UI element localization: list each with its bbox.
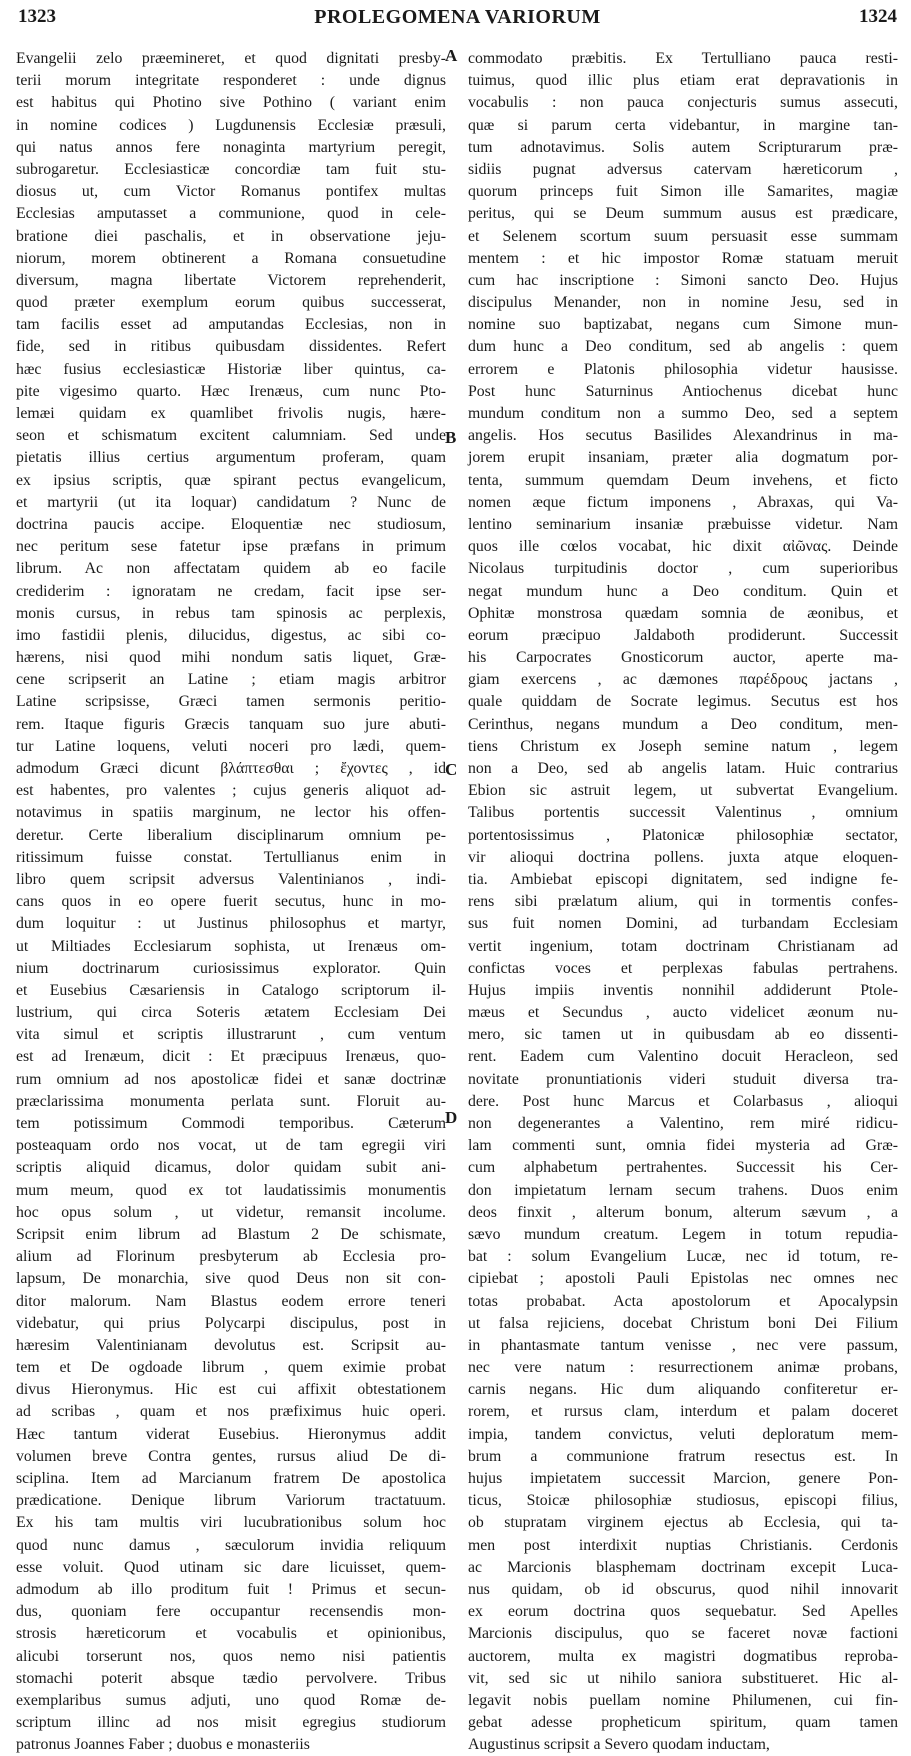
text-line: patronus Joannes Faber ; duobus e monasteriis xyxy=(16,1736,310,1754)
text-line: est habitus qui Photino sive Pothino ( variant enim xyxy=(16,94,446,112)
text-line: bat : solum Evangelium Lucæ, nec id totum, re- xyxy=(468,1248,898,1266)
text-line: rum omnium ad nos apostolicæ fidei et sanæ doctrinæ xyxy=(16,1070,446,1088)
text-line: seon et schismatum excitent calumniam. Sed unde xyxy=(16,427,446,445)
text-line: imo fastidii plenis, dilucidus, digestus, ac sibi co- xyxy=(16,626,446,644)
text-line: vertit ingenium, totam doctrinam Christianam ad xyxy=(468,937,898,955)
text-line: volumen breve Contra gentes, rursus aliud De di- xyxy=(16,1447,446,1465)
text-line: notavimus in spatiis marginum, ne lector his offen- xyxy=(16,804,446,822)
text-line: ritissimum fuisse constat. Tertullianus enim in xyxy=(16,848,446,866)
text-line: scriptis aliquid dicamus, dolor quidam subit ani- xyxy=(16,1159,446,1177)
text-line: exemplaribus sumus adjuti, uno quod Romæ de- xyxy=(16,1691,446,1709)
text-line: Scripsit enim librum ad Blastum 2 De schismate, xyxy=(16,1225,446,1243)
section-marker-a: A xyxy=(445,46,458,65)
text-line: eorum præcipuo Jaldaboth prodiderunt. Successit xyxy=(468,626,898,644)
text-line: dus, quoniam fere occupantur recensendis mon- xyxy=(16,1603,446,1621)
section-marker-b: B xyxy=(445,428,457,447)
text-line: stomachi poterit absque tædio pervolvere. Tribus xyxy=(16,1669,446,1687)
text-line: cum alphabetum pertrahentes. Successit his Cer- xyxy=(468,1159,898,1177)
text-line: admodum Græci dicunt βλάπτεσθαι ; ἔχοντες , id xyxy=(16,760,446,777)
text-line: nec peritum sese fatetur ipse præfans in primum xyxy=(16,538,446,556)
text-line: legavit nobis puellam nomine Philumenen, cui fin- xyxy=(468,1691,898,1709)
text-line: lentino seminarium insaniæ præbuisse videtur. Nam xyxy=(468,515,898,533)
text-line: tem et De ogdoade librum , quem eximie probat xyxy=(16,1359,446,1377)
text-line: Nicolaus turpitudinis doctor , cum superioribus xyxy=(468,560,898,578)
text-line: quod præter exemplum eorum quibus successerat, xyxy=(16,294,446,312)
text-line: Ophitæ monstrosa quædam somnia de æonibus, et xyxy=(468,604,898,622)
text-line: Talibus portentis successit Valentinus , omnium xyxy=(468,804,898,822)
text-line: bratione diei paschalis, et in observatione jeju- xyxy=(16,227,446,245)
text-line: don impietatum lernam secum trahens. Duos enim xyxy=(468,1181,898,1199)
text-line: ex ipsius scriptis, quæ spirant pectus evangelicum, xyxy=(16,471,446,489)
text-line: niorum, morem obtinerent a Romana consuetudine xyxy=(16,249,446,267)
text-line: mum meum, quod ex tot laudatissimis monumentis xyxy=(16,1181,446,1199)
text-line: alium ad Florinum presbyterum ab Ecclesia pro- xyxy=(16,1248,446,1266)
text-line: admodum ab illo proditum fuit ! Primus et secun- xyxy=(16,1580,446,1598)
text-line: carnis negans. Hic dum aliquando confiteretur er- xyxy=(468,1381,898,1399)
text-line: posteaquam ordo nos vocat, ut de tam egregii viri xyxy=(16,1137,446,1155)
text-line: Ebion sic astruit legem, ut subvertat Evangelium. xyxy=(468,782,898,800)
text-line: et martyrii (ut ita loquar) candidatum ? Nunc de xyxy=(16,493,446,511)
text-line: Augustinus scripsit a Severo quodam inductam, xyxy=(468,1736,770,1754)
text-line: Evangelii zelo præemineret, et quod dignitati presby- xyxy=(16,50,446,67)
text-line: lustrium, qui circa Soteris ætatem Ecclesiam Dei xyxy=(16,1004,446,1022)
text-line: rens sibi prælatum alium, qui in tormentis confes- xyxy=(468,893,898,911)
text-line: confictas voces et perplexas fabulas pertrahens. xyxy=(468,959,898,977)
text-line: nus quidam, ob id obscurus, quod nihil innovarit xyxy=(468,1580,898,1598)
text-line: Hæc tantum viderat Eusebius. Hieronymus addit xyxy=(16,1425,446,1443)
text-line: mæus et Secundus , aucto videlicet æonum nu- xyxy=(468,1004,898,1022)
text-line: quorum princeps fuit Simon ille Samarites, magiæ xyxy=(468,183,898,201)
text-line: jorem erupit insaniam, præter alia dogmatum por- xyxy=(468,449,898,467)
text-line: tem potissimum Commodi temporibus. Cæterum xyxy=(16,1115,446,1132)
text-line: vir alioqui doctrina pollens. juxta atque eloquen- xyxy=(468,848,898,866)
text-line: quæ si parum certa videbantur, in margine tan- xyxy=(468,116,898,134)
text-line: scriptum illinc ad nos misit egregius studiorum xyxy=(16,1714,446,1732)
text-line: men post interdixit nuptias Christianis. Cerdonis xyxy=(468,1536,898,1554)
text-line: qui natus annos fere nonaginta martyrium peregit, xyxy=(16,138,446,156)
text-line: negat mundum hunc a Deo conditum. Quin et xyxy=(468,582,898,600)
section-marker-d: D xyxy=(445,1108,458,1127)
text-line: doctrina paucis accipe. Eloquentiæ nec studiosum, xyxy=(16,515,446,533)
text-line: hæresim Valentinianam devolutus est. Scripsit au- xyxy=(16,1336,446,1354)
text-line: cene scripserit an Latine ; etiam magis arbitror xyxy=(16,671,446,689)
text-line: sævo mundum creatum. Legem in totum repudia- xyxy=(468,1225,898,1243)
text-line: peritus, qui se Deum summum ausus est prædicare, xyxy=(468,205,898,223)
text-line: ex eorum doctrina quos sequebatur. Sed Apelles xyxy=(468,1603,898,1621)
text-line: divus Hieronymus. Hic est cui affixit obtestationem xyxy=(16,1381,446,1399)
text-line: vita simul et scriptis illustrarunt , cum ventum xyxy=(16,1026,446,1044)
text-line: auctorem, multa ex magistri dogmatibus reproba- xyxy=(468,1647,898,1665)
text-line: angelis. Hos secutus Basilides Alexandrinus in ma- xyxy=(468,427,898,445)
text-line: novitate pronuntiationis videri studuit diversa tra- xyxy=(468,1070,898,1088)
text-line: in nomine codices ) Lugdunensis Ecclesiæ præsuli, xyxy=(16,116,446,134)
text-line: lemæi quidam ex quamlibet frivolis nugis, hære- xyxy=(16,405,446,422)
text-line: commodato præbitis. Ex Tertulliano pauca resti- xyxy=(468,50,898,67)
text-line: ad scribas , quam et nos præfiximus huic operi. xyxy=(16,1403,446,1421)
text-line: totas probabat. Acta apostolorum et Apocalypsin xyxy=(468,1292,898,1310)
text-line: impia, tandem convictus, veluti deploratum mem- xyxy=(468,1425,898,1443)
text-line: ut falsa rejiciens, docebat Christum boni Dei Filium xyxy=(468,1314,898,1332)
text-line: fide, sed in ritibus quibusdam dissidentes. Refert xyxy=(16,338,446,356)
text-line: cum hac inscriptione : Simoni sancto Deo. Hujus xyxy=(468,271,898,289)
text-line: ticus, Stoicæ philosophiæ studiosus, episcopi filius, xyxy=(468,1492,898,1510)
text-line: Post hunc Saturninus Antiochenus dicebat hunc xyxy=(468,382,898,400)
page-header xyxy=(18,6,897,36)
text-line: nec vere natum : resurrectionem animæ probans, xyxy=(468,1359,898,1377)
text-line: et Selenem scortum suum persuasit esse summam xyxy=(468,227,898,245)
text-line: lapsum, De monarchia, sive quod Deus non sit con- xyxy=(16,1270,446,1288)
running-head: PROLEGOMENA VARIORUM xyxy=(314,6,601,28)
text-line: quale quiddam de Socrate legimus. Secutus est hos xyxy=(468,693,898,711)
text-line: dum hunc a Deo conditum, sed ab angelis : quem xyxy=(468,338,898,356)
text-line: hoc opus solum , ut videtur, remansit incolume. xyxy=(16,1203,446,1221)
text-line: est habentes, pro valentes ; cujus generis aliquot ad- xyxy=(16,782,446,800)
text-line: diosus ut, cum Victor Romanus pontifex multas xyxy=(16,183,446,201)
text-line: Hujus impiis inventis nonnihil addiderunt Ptole- xyxy=(468,981,898,999)
text-line: Ecclesias amputasset a communione, quod in cele- xyxy=(16,205,446,223)
text-line: monis cursus, in rebus tam spinosis ac perplexis, xyxy=(16,604,446,622)
text-line: Ex his tam multis viri lucubrationibus solum hoc xyxy=(16,1514,446,1532)
text-line: videbatur, qui prius Polycarpi discipulus, post in xyxy=(16,1314,446,1332)
text-line: lam commenti sunt, omnia fidei mysteria ad Græ- xyxy=(468,1137,898,1155)
text-line: sus fuit nomen Domini, ad turbandam Ecclesiam xyxy=(468,915,898,933)
text-line: tam facilis esset ad amputandas Ecclesias, non in xyxy=(16,316,446,334)
text-line: his Carpocrates Gnosticorum auctor, aperte ma- xyxy=(468,649,898,667)
right-column xyxy=(468,48,898,1754)
text-line: nium doctrinarum curiosissimus explorator. Quin xyxy=(16,959,446,977)
text-line: in phantasmate tantum venisse , nec vere passum, xyxy=(468,1336,898,1354)
text-line: hærens, nisi quod mihi nondum satis liquet, Græ- xyxy=(16,649,446,667)
text-line: Latine scripsisse, Græci tamen sermonis peritio- xyxy=(16,693,446,711)
text-line: sciplina. Item ad Marcianum fratrem De apostolica xyxy=(16,1470,446,1487)
text-line: tuimus, quod illic plus etiam erat depravationis in xyxy=(468,72,898,90)
text-line: pite vigesimo quarto. Hæc Irenæus, cum nunc Pto- xyxy=(16,382,446,400)
text-line: tenta, summum quemdam Deum invehens, et ficto xyxy=(468,471,898,489)
text-line: rorem, et rursus clam, interdum et palam doceret xyxy=(468,1403,898,1421)
text-line: hæc fusius ecclesiasticæ Historiæ liber quintus, ca- xyxy=(16,360,446,378)
text-line: ditor malorum. Nam Blastus eodem errore teneri xyxy=(16,1292,446,1310)
text-line: non a Deo, sed ab angelis latam. Huic contrarius xyxy=(468,760,898,777)
text-line: præclarissima monumenta perlata sunt. Floruit au- xyxy=(16,1092,446,1110)
text-line: gebat adesse propheticum spiritum, quam tamen xyxy=(468,1714,898,1732)
text-line: crediderim : ignoratam ne credam, facit ipse ser- xyxy=(16,582,446,600)
text-line: brum a communione fratrum resectus est. In xyxy=(468,1447,898,1465)
text-line: discipulus Menander, non in nomine Jesu, sed in xyxy=(468,294,898,312)
text-line: tia. Ambiebat episcopi dignitatem, sed indigne fe- xyxy=(468,870,898,888)
text-line: hujus impietatem successit Marcion, genere Pon- xyxy=(468,1470,898,1487)
text-line: Marcionis discipulus, quo se faceret novæ factioni xyxy=(468,1625,898,1643)
text-line: libro quem scripsit adversus Valentinianos , indi- xyxy=(16,870,446,888)
text-line: vit, sed sic ut nihilo saniora substitueret. Hic al- xyxy=(468,1669,898,1687)
text-line: alicubi torserunt nos, quos nemo nisi patientis xyxy=(16,1647,446,1665)
page-number-left: 1323 xyxy=(18,6,56,27)
text-line: ac Marcionis blasphemam doctrinam excepit Luca- xyxy=(468,1558,898,1576)
text-line: dum loquitur : ut Justinus philosophus et martyr, xyxy=(16,915,446,933)
text-line: ut Miltiades Ecclesiarum sophista, ut Irenæus om- xyxy=(16,937,446,955)
text-line: est ad Irenæum, dicit : Et præcipuus Irenæus, quo- xyxy=(16,1048,446,1066)
text-line: errorem e Platonis philosophia videtur hausisse. xyxy=(468,360,898,378)
text-line: dere. Post hunc Marcus et Colarbasus , alioqui xyxy=(468,1092,898,1110)
text-line: rent. Eadem cum Valentino docuit Heracleon, sed xyxy=(468,1048,898,1066)
text-line: Cerinthus, negans mundum a Deo conditum, men- xyxy=(468,715,898,733)
text-line: vocabulis : non pauca conjecturis sumus assecuti, xyxy=(468,94,898,112)
left-column xyxy=(16,48,446,1754)
text-line: esse voluit. Quod utinam sic dare licuisset, quem- xyxy=(16,1558,446,1576)
text-line: prædicatione. Denique librum Variorum tractatuum. xyxy=(16,1492,446,1510)
text-line: quos ille cœlos vocabat, hic dixit αἰῶνας. Deinde xyxy=(468,538,898,556)
section-marker-c: C xyxy=(445,760,458,779)
text-line: mundum conditum non a summo Deo, sed a septem xyxy=(468,405,898,422)
text-line: sidiis pugnat adversus catervam hæreticorum , xyxy=(468,160,898,178)
text-line: pietatis illius certius argumentum proferam, quam xyxy=(16,449,446,467)
text-line: strosis hæreticorum et vocabulis et opinionibus, xyxy=(16,1625,446,1643)
text-line: nomine suo baptizabat, negans cum Simone mun- xyxy=(468,316,898,334)
text-line: tiens Christum ex Joseph semine natum , legem xyxy=(468,737,898,755)
text-line: mero, sic tamen ut in quibusdam ab eo dissenti- xyxy=(468,1026,898,1044)
text-line: deos finxit , alterum bonum, alterum sævum , a xyxy=(468,1203,898,1221)
page-number-right: 1324 xyxy=(859,6,897,27)
text-line: cans quos in eo opere fuerit secutus, hunc in mo- xyxy=(16,893,446,911)
text-line: non degenerantes a Valentino, rem miré ridicu- xyxy=(468,1115,898,1132)
text-line: quod nunc damus , sæculorum invidia reliquum xyxy=(16,1536,446,1554)
text-line: subrogaretur. Ecclesiasticæ concordiæ tam fuit stu- xyxy=(16,160,446,178)
text-line: et Eusebius Cæsariensis in Catalogo scriptorum il- xyxy=(16,981,446,999)
text-line: mentem : et hic impostor Romæ statuam meruit xyxy=(468,249,898,267)
text-line: rem. Itaque figuris Græcis tanquam suo jure abuti- xyxy=(16,715,446,733)
text-line: diversum, magna libertate Victorem reprehenderit, xyxy=(16,271,446,289)
text-line: nomen æque fictum imponens , Abraxas, qui Va- xyxy=(468,493,898,511)
text-line: deretur. Certe liberalium disciplinarum omnium pe- xyxy=(16,826,446,844)
text-line: tur Latine loquens, veluti noceri pro lædi, quem- xyxy=(16,737,446,755)
text-line: ob stupratam virginem ejectus ab Ecclesia, qui ta- xyxy=(468,1514,898,1532)
text-line: librum. Ac non affectatam quidem ab eo facile xyxy=(16,560,446,578)
text-line: tum adnotavimus. Solis autem Scripturarum præ- xyxy=(468,138,898,156)
text-line: portentosissimus , Platonicæ philosophiæ sectator, xyxy=(468,826,898,844)
text-line: cipiebat ; apostoli Pauli Epistolas nec omnes nec xyxy=(468,1270,898,1288)
text-line: terii morum integritate responderet : unde dignus xyxy=(16,72,446,90)
text-line: giam exercens , ac dæmones παρέδρους jactans , xyxy=(468,671,898,689)
